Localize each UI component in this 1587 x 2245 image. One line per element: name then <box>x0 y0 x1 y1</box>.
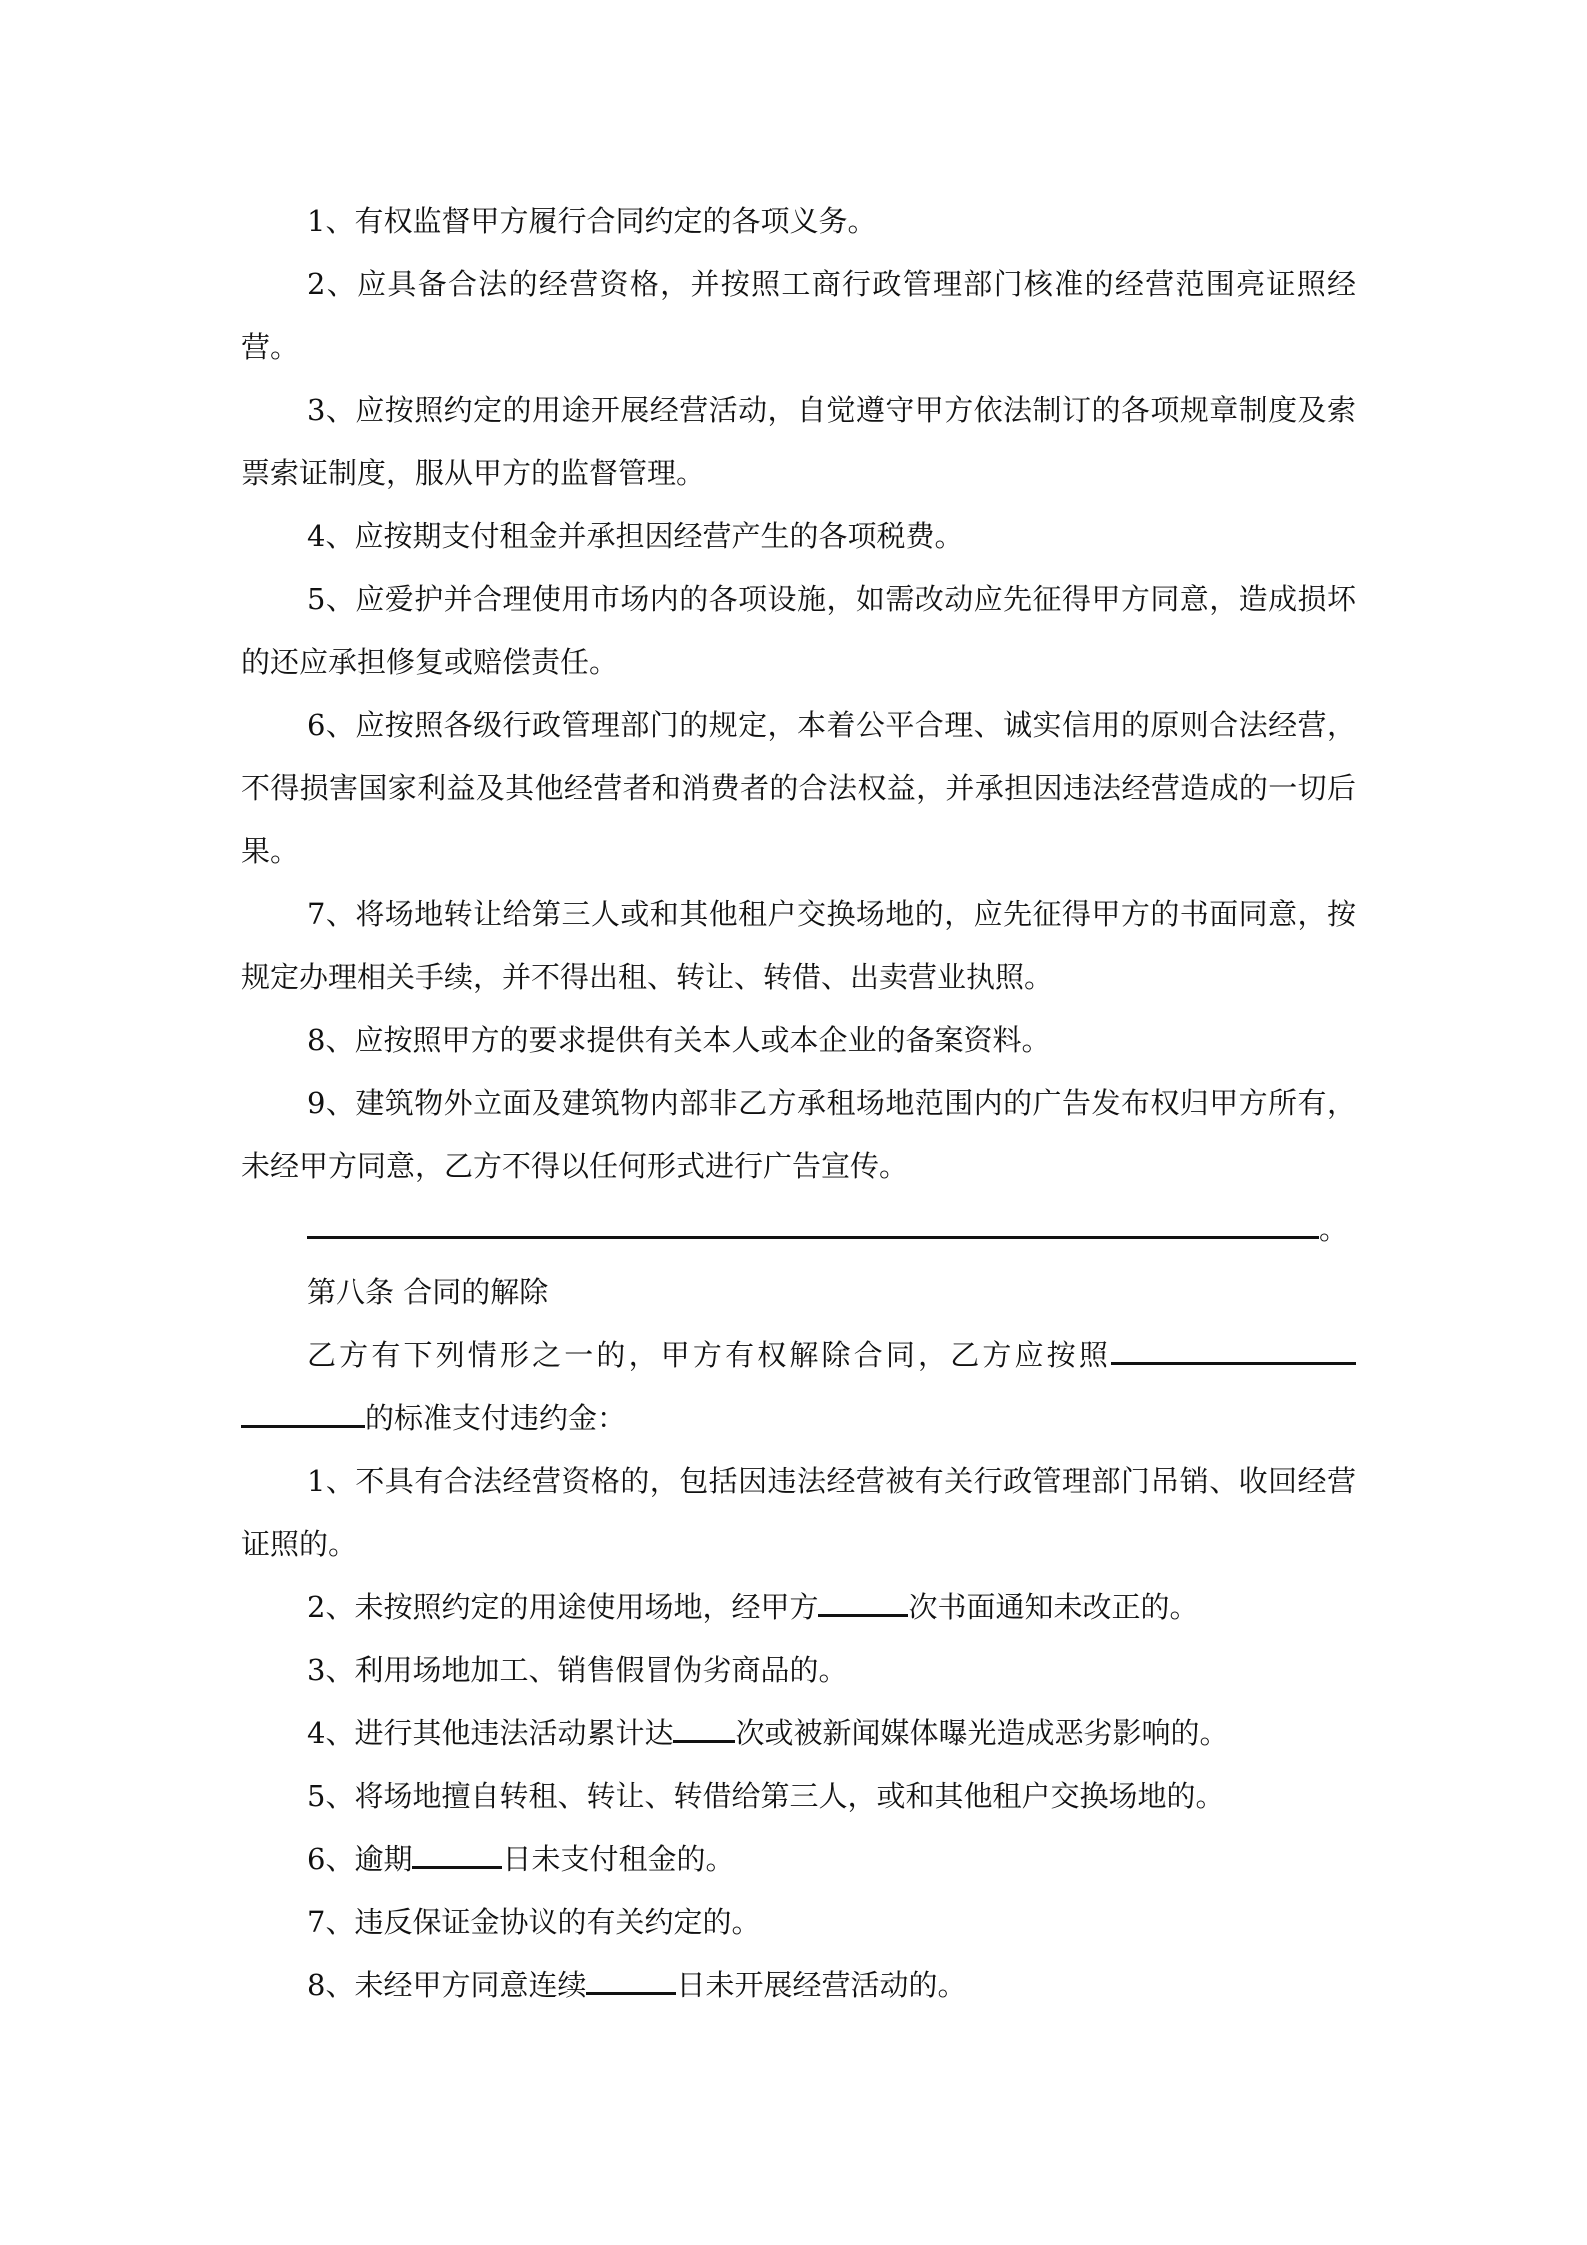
fill-blank <box>307 1212 1319 1239</box>
obligation-6: 6、应按照各级行政管理部门的规定，本着公平合理、诚实信用的原则合法经营，不得损害国家利益及其他经营者和消费者的合法权益，并承担因违法经营造成的一切后果。 <box>241 708 1356 868</box>
item-8-text-before: 8、未经甲方同意连续 <box>307 1968 587 2002</box>
item-2-text-after: 次书面通知未改正的。 <box>908 1590 1199 1624</box>
obligation-8: 8、应按照甲方的要求提供有关本人或本企业的备案资料。 <box>307 1023 1051 1057</box>
item-4-text-after: 次或被新闻媒体曝光造成恶劣影响的。 <box>735 1716 1229 1750</box>
intro-text-before: 乙方有下列情形之一的，甲方有权解除合同，乙方应按照 <box>307 1338 1111 1372</box>
intro-text-after: 的标准支付违约金： <box>365 1401 627 1435</box>
item-8-text-after: 日未开展经营活动的。 <box>676 1968 967 2002</box>
overdue-days-blank <box>412 1842 502 1869</box>
penalty-standard-blank-1 <box>1111 1338 1356 1365</box>
obligation-4: 4、应按期支付租金并承担因经营产生的各项税费。 <box>307 519 964 553</box>
termination-item-2 <box>241 1576 1356 1639</box>
penalty-standard-blank-2 <box>241 1401 365 1428</box>
obligation-5: 5、应爱护并合理使用市场内的各项设施，如需改动应先征得甲方同意，造成损坏的还应承担修复或赔偿责任。 <box>241 582 1356 679</box>
termination-item-8 <box>241 1954 1356 2017</box>
obligation-3: 3、应按照约定的用途开展经营活动，自觉遵守甲方依法制订的各项规章制度及索票索证制度，服从甲方的监督管理。 <box>241 393 1356 490</box>
obligation-7: 7、将场地转让给第三人或和其他租户交换场地的，应先征得甲方的书面同意，按规定办理相关手续，并不得出租、转让、转借、出卖营业执照。 <box>241 897 1356 994</box>
article-8-heading: 第八条 合同的解除 <box>307 1275 549 1309</box>
blank-fill-line <box>241 1198 1356 1261</box>
document-page <box>241 190 1356 2017</box>
termination-item-4 <box>241 1702 1356 1765</box>
item-2-text-before: 2、未按照约定的用途使用场地，经甲方 <box>307 1590 819 1624</box>
item-4-text-before: 4、进行其他违法活动累计达 <box>307 1716 674 1750</box>
fill-line-period: 。 <box>1319 1212 1349 1246</box>
item-6-text-after: 日未支付租金的。 <box>502 1842 735 1876</box>
notice-count-blank <box>818 1590 908 1617</box>
item-6-text-before: 6、逾期 <box>307 1842 413 1876</box>
termination-item-7: 7、违反保证金协议的有关约定的。 <box>307 1905 761 1939</box>
obligation-9: 9、建筑物外立面及建筑物内部非乙方承租场地范围内的广告发布权归甲方所有，未经甲方同意，乙方不得以任何形式进行广告宣传。 <box>241 1086 1356 1183</box>
violation-count-blank <box>673 1716 735 1743</box>
obligation-2: 2、应具备合法的经营资格，并按照工商行政管理部门核准的经营范围亮证照经营。 <box>241 267 1356 364</box>
termination-item-1: 1、不具有合法经营资格的，包括因违法经营被有关行政管理部门吊销、收回经营证照的。 <box>241 1464 1356 1561</box>
obligation-1: 1、有权监督甲方履行合同约定的各项义务。 <box>307 204 877 238</box>
termination-item-3: 3、利用场地加工、销售假冒伪劣商品的。 <box>307 1653 848 1687</box>
inactive-days-blank <box>586 1968 676 1995</box>
article-8-intro <box>241 1324 1356 1450</box>
termination-item-6 <box>241 1828 1356 1891</box>
termination-item-5: 5、将场地擅自转租、转让、转借给第三人，或和其他租户交换场地的。 <box>307 1779 1225 1813</box>
